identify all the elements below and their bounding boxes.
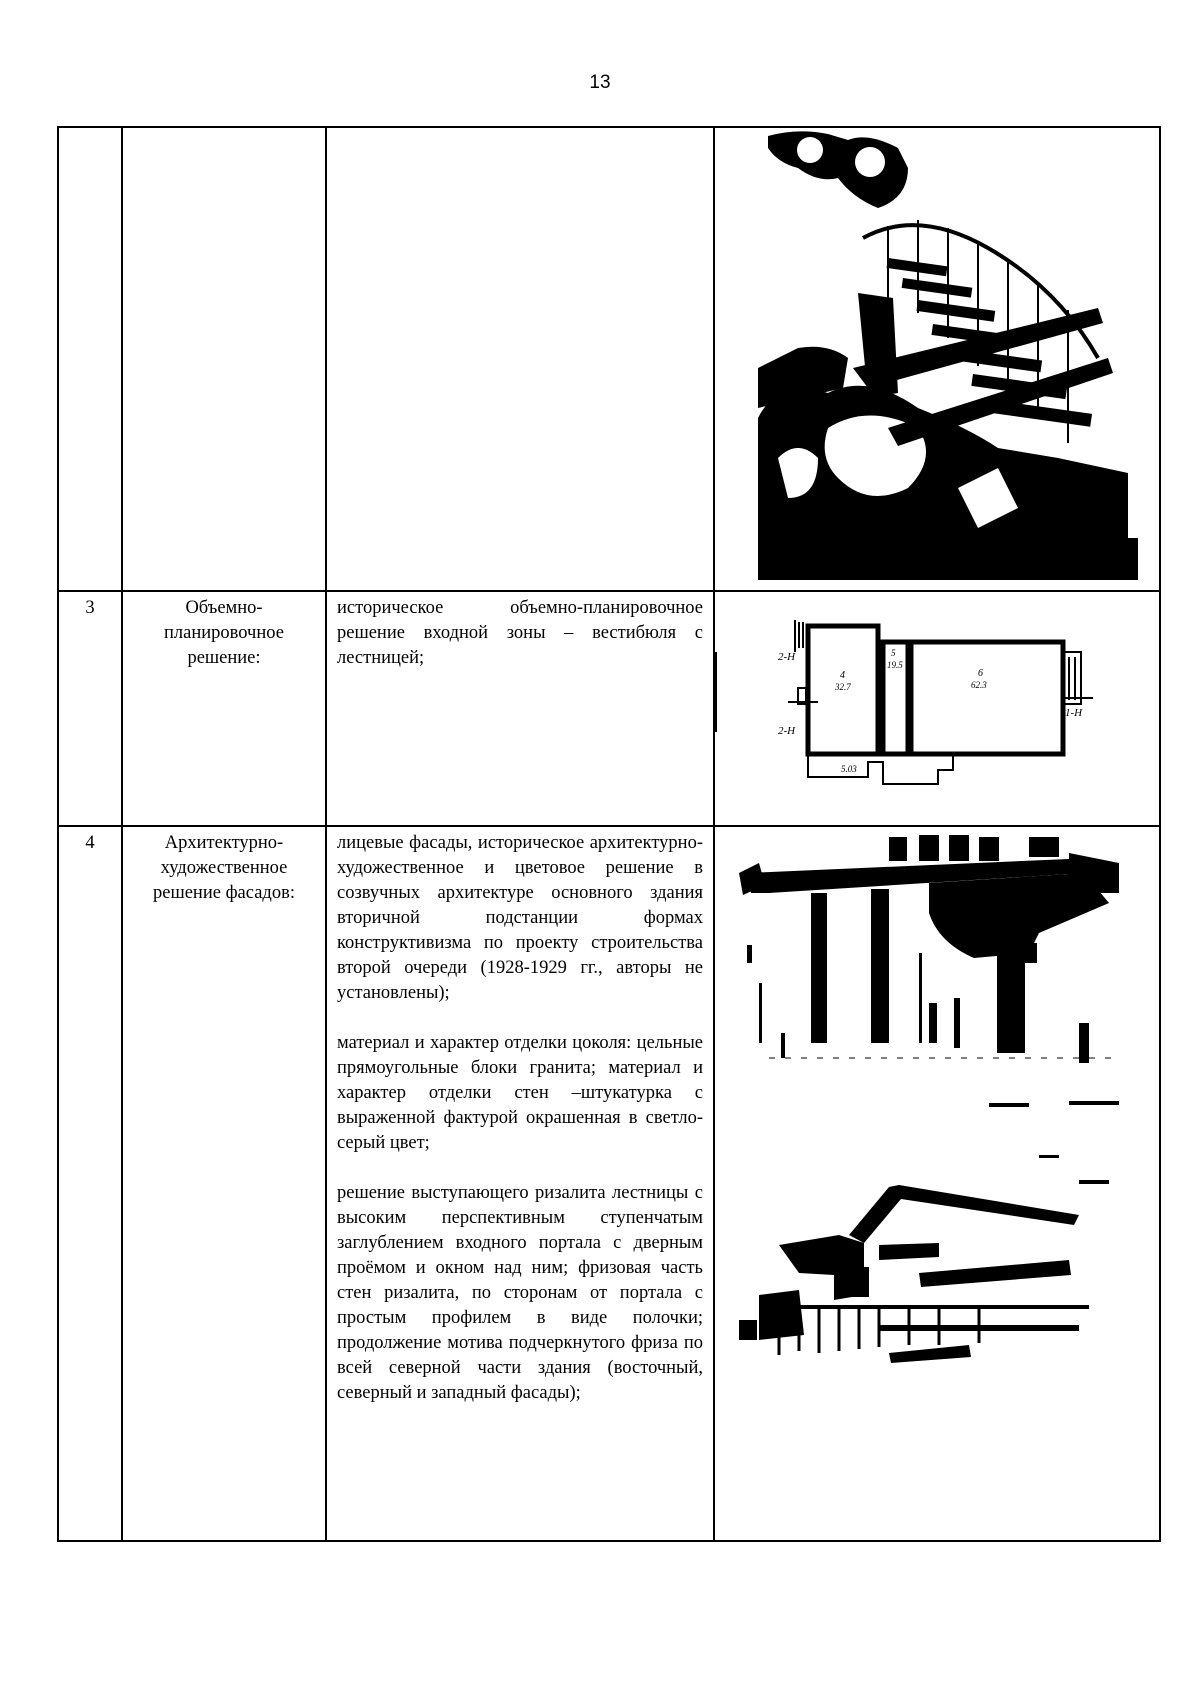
- table-row: [58, 591, 1160, 826]
- row-number-cell: 4: [58, 826, 122, 1541]
- description-paragraph: решение выступающего ризалита лестницы с высоким перспективным ступенчатым заглублением входного портала с дверным проёмом и окном над ним; фризовая часть стен ризалита, по сторонам от портала с простым профилем в виде полочки; продолжение мотива подчеркнутого фриза по всей северной части здания (восточный, северный и западный фасады);: [337, 1183, 703, 1403]
- description-paragraph: материал и характер отделки цоколя: цельные прямоугольные блоки гранита; материал и характер отделки стен –штукатурка с выраженной фактурой окрашенная в светло-серый цвет;: [337, 1033, 703, 1153]
- row-description-cell: [326, 591, 714, 826]
- row-image-cell: [714, 127, 1160, 591]
- cell-border-mark: [715, 652, 717, 732]
- description-paragraph: историческое объемно-планировочное решение входной зоны – вестибюля с лестницей;: [337, 598, 703, 668]
- plan-mark-2h-bottom: 2-Н: [778, 725, 796, 737]
- plan-room-area: 62.3: [971, 680, 987, 690]
- row-name-cell: Объемно-планировочное решение:: [122, 591, 326, 826]
- floor-plan-drawing: [763, 612, 1093, 792]
- row-name-cell: Архитектурно-художественное решение фасадов:: [122, 826, 326, 1541]
- plan-room-number: 5: [891, 648, 896, 658]
- row-number-cell: 3: [58, 591, 122, 826]
- description-paragraph: лицевые фасады, историческое архитектурно-художественное и цветовое решение в созвучных архитектуре основного здания вторичной подстанции формах конструктивизма по проекту строительства второй очереди (1928-1929 гг., авторы не установлены);: [337, 833, 703, 1003]
- row-name-cell: [122, 127, 326, 591]
- plan-room-number: 6: [978, 668, 983, 679]
- monument-subject-table: [57, 126, 1161, 1542]
- plan-mark-1h: 1-Н: [1065, 707, 1083, 719]
- plan-mark-2h-top: 2-Н: [778, 651, 796, 663]
- plan-room-area: 19.5: [887, 660, 903, 670]
- facade-building-photo: [739, 1095, 1134, 1375]
- staircase-photo: [758, 128, 1138, 580]
- row-description-cell: [326, 826, 714, 1541]
- row-description-cell: [326, 127, 714, 591]
- plan-room-number: 4: [840, 670, 845, 681]
- row-image-cell: [714, 826, 1160, 1541]
- page-number: 13: [589, 72, 611, 93]
- table-row: [58, 127, 1160, 591]
- row-number-cell: [58, 127, 122, 591]
- table-row: [58, 826, 1160, 1541]
- row-image-cell: [714, 591, 1160, 826]
- facade-portal-photo: [739, 833, 1134, 1073]
- plan-room-area: 32.7: [835, 682, 851, 692]
- plan-dimension: 5.03: [841, 764, 857, 774]
